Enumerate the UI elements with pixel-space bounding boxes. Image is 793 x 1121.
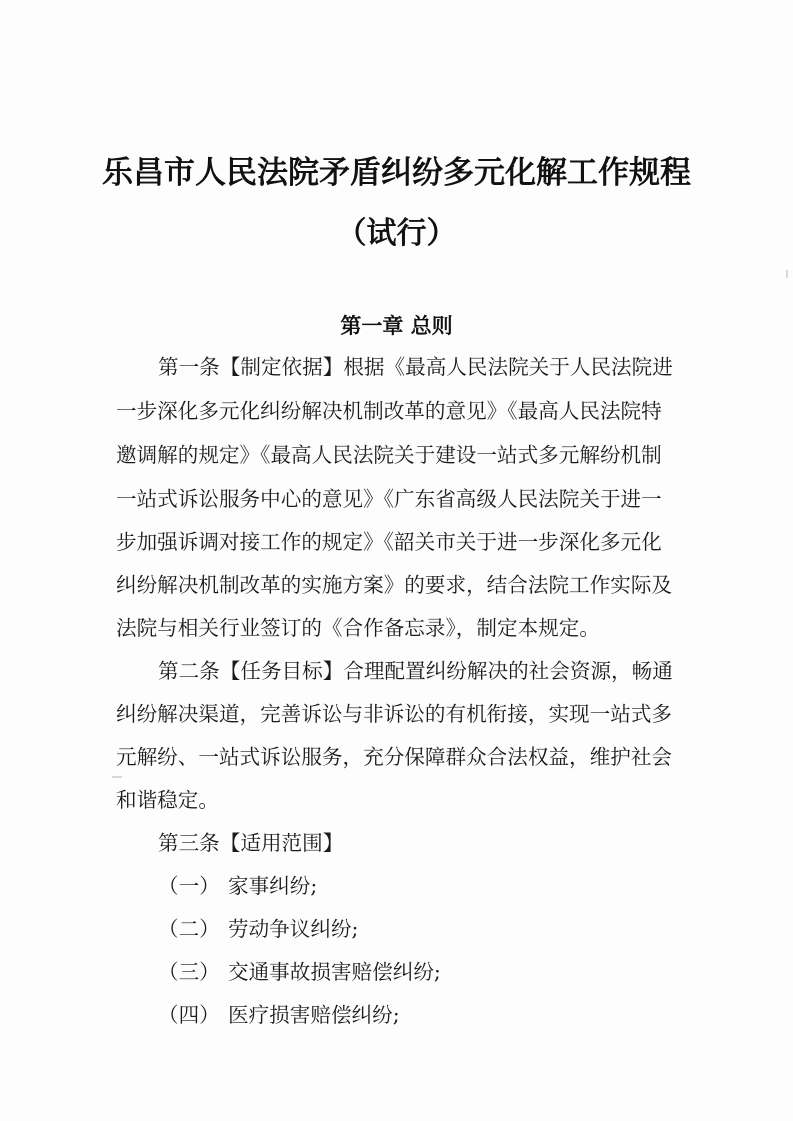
- scan-artifact: [112, 776, 122, 778]
- list-item-text: 家事纠纷;: [228, 874, 318, 898]
- paragraph-line: 邀调解的规定》《最高人民法院关于建设一站式多元解纷机制: [116, 443, 662, 467]
- list-item: [158, 955, 441, 985]
- list-item: [158, 998, 400, 1028]
- list-item-number: （四）: [158, 1003, 220, 1027]
- list-item: [158, 912, 359, 942]
- chapter-heading: 第一章 总则: [340, 314, 453, 338]
- document-title: 乐昌市人民法院矛盾纠纷多元化解工作规程: [102, 155, 691, 191]
- list-item-text: 劳动争议纠纷;: [228, 917, 359, 941]
- list-item: [158, 869, 317, 899]
- paragraph-line: 纠纷解决机制改革的实施方案》的要求，结合法院工作实际及: [116, 573, 673, 597]
- list-item-text: 交通事故损害赔偿纠纷;: [228, 960, 441, 984]
- paragraph-line: 纠纷解决渠道，完善诉讼与非诉讼的有机衔接，实现一站式多: [116, 702, 673, 726]
- paragraph-line: 和谐稳定。: [116, 788, 219, 812]
- list-item-number: （三）: [158, 960, 220, 984]
- paragraph-line: 一站式诉讼服务中心的意见》《广东省高级人民法院关于进一: [116, 487, 662, 511]
- list-item-number: （一）: [158, 874, 220, 898]
- document-subtitle: （试行）: [336, 216, 457, 251]
- paragraph-line: 第三条【适用范围】: [158, 831, 344, 855]
- list-item-number: （二）: [158, 917, 220, 941]
- paragraph-line: 元解纷、一站式诉讼服务，充分保障群众合法权益，维护社会: [116, 745, 673, 769]
- scan-artifact: [786, 270, 788, 278]
- paragraph-line: 一步深化多元化纠纷解决机制改革的意见》《最高人民法院特: [116, 399, 662, 423]
- paragraph-line: 步加强诉调对接工作的规定》《韶关市关于进一步深化多元化: [116, 530, 662, 554]
- list-item-text: 医疗损害赔偿纠纷;: [228, 1003, 400, 1027]
- paragraph-line: 第二条【任务目标】合理配置纠纷解决的社会资源，畅通: [158, 659, 673, 683]
- paragraph-line: 法院与相关行业签订的《合作备忘录》，制定本规定。: [116, 616, 600, 640]
- paragraph-line: 第一条【制定依据】根据《最高人民法院关于人民法院进: [158, 355, 673, 379]
